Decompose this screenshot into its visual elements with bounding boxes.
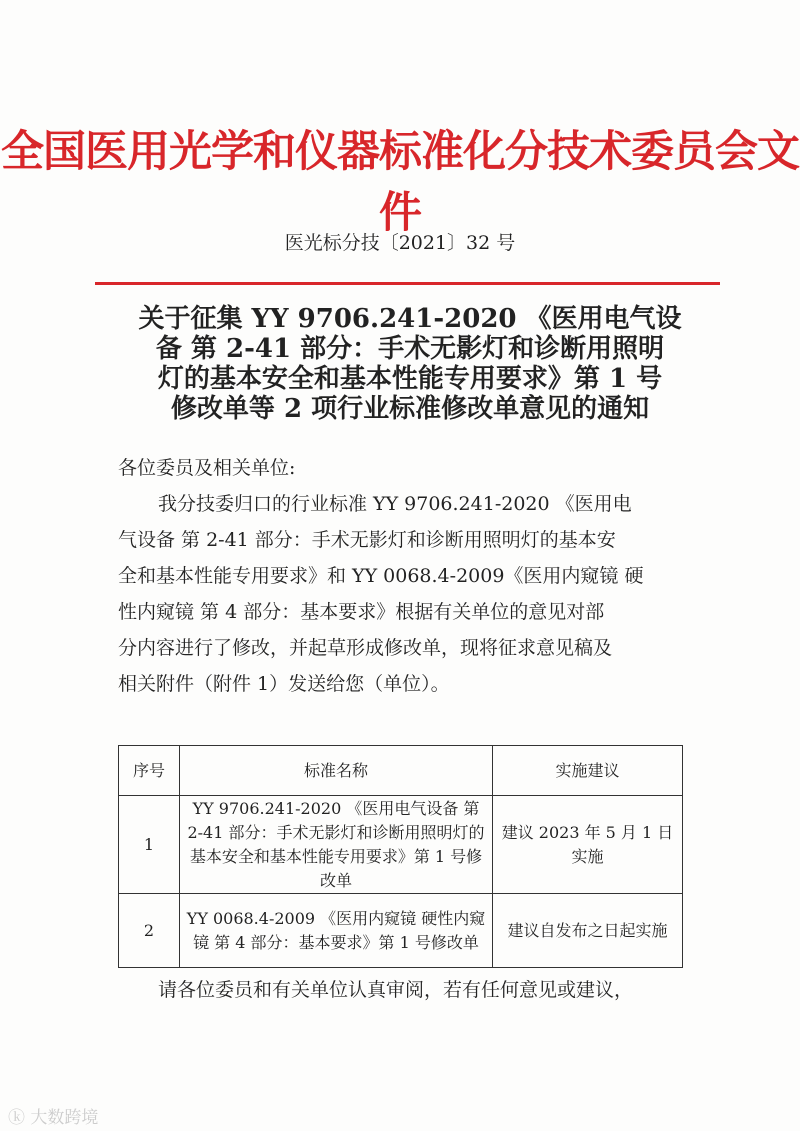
body-line: 我分技委归口的行业标准 YY 9706.241-2020 《医用电 <box>158 493 632 515</box>
org-title: 全国医用光学和仪器标准化分技术委员会文件 <box>1 127 799 238</box>
cell-name: YY 9706.241-2020 《医用电气设备 第 2-41 部分：手术无影灯和诊断用照明灯的基本安全和基本性能专用要求》第 1 号修改单 <box>180 796 493 894</box>
table-header-row <box>119 746 683 796</box>
cell-name: YY 0068.4-2009 《医用内窥镜 硬性内窥镜 第 4 部分：基本要求》第 1 号修改单 <box>180 894 493 968</box>
body-line: 气设备 第 2-41 部分：手术无影灯和诊断用照明灯的基本安 <box>118 529 616 551</box>
notice-title-line: 修改单等 2 项行业标准修改单意见的通知 <box>170 394 650 424</box>
header-advice: 实施建议 <box>493 746 683 796</box>
doc-number: 医光标分技〔2021〕32 号 <box>284 232 516 254</box>
header-no: 序号 <box>119 746 180 796</box>
body-line: 相关附件（附件 1）发送给您（单位）。 <box>118 673 450 695</box>
header-name: 标准名称 <box>180 746 493 796</box>
notice-title-line: 灯的基本安全和基本性能专用要求》第 1 号 <box>157 364 663 394</box>
red-divider <box>95 282 720 285</box>
closing-line: 请各位委员和有关单位认真审阅，若有任何意见或建议， <box>158 979 634 1001</box>
cell-no: 2 <box>119 894 180 968</box>
watermark-text: 大数跨境 <box>30 1108 99 1128</box>
notice-title-line: 关于征集 YY 9706.241-2020 《医用电气设 <box>138 304 682 334</box>
table-row <box>119 796 683 894</box>
salutation: 各位委员及相关单位: <box>118 457 296 479</box>
notice-title <box>110 304 710 424</box>
cell-advice: 建议 2023 年 5 月 1 日实施 <box>493 796 683 894</box>
body-line: 全和基本性能专用要求》和 YY 0068.4-2009《医用内窥镜 硬 <box>118 565 644 587</box>
standards-table <box>118 745 683 968</box>
cell-advice: 建议自发布之日起实施 <box>493 894 683 968</box>
cell-no: 1 <box>119 796 180 894</box>
watermark: ⓚ 大数跨境 <box>8 1108 99 1128</box>
body-line: 分内容进行了修改，并起草形成修改单，现将征求意见稿及 <box>118 637 613 659</box>
notice-title-line: 备 第 2-41 部分：手术无影灯和诊断用照明 <box>155 334 665 364</box>
body-line: 性内窥镜 第 4 部分：基本要求》根据有关单位的意见对部 <box>118 601 605 623</box>
table-row <box>119 894 683 968</box>
